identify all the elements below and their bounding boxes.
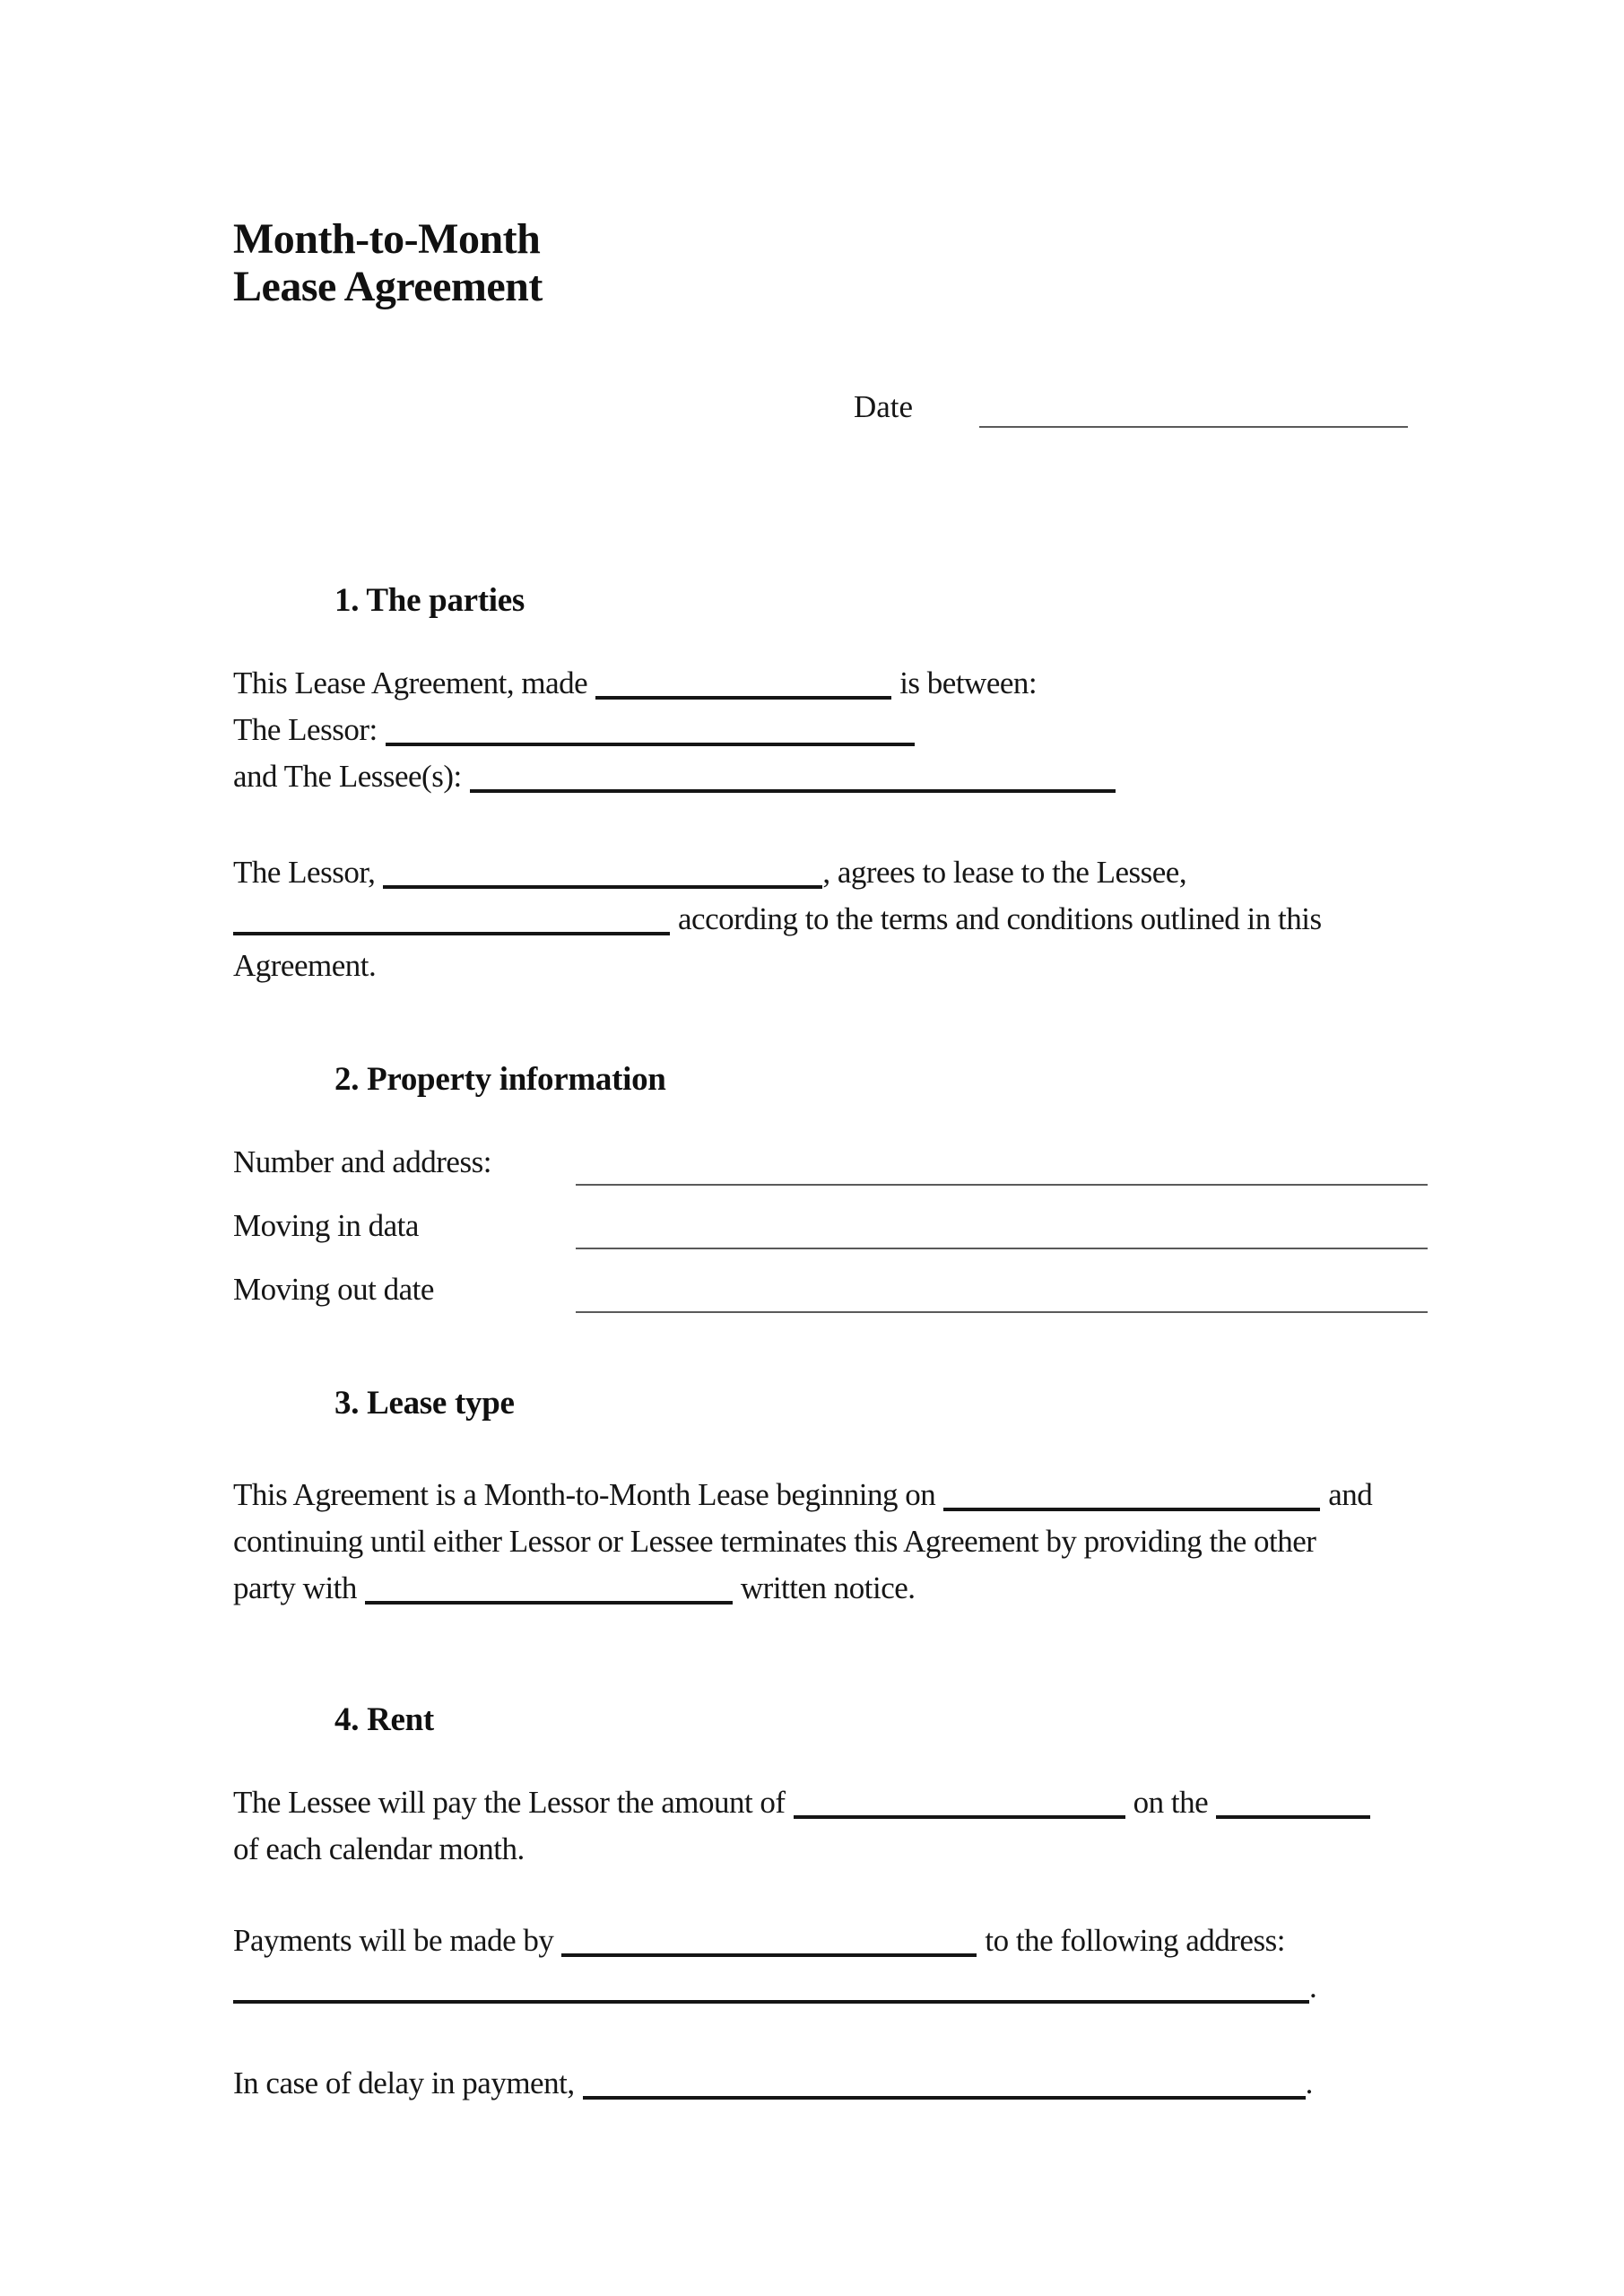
field-row-moving-in [233, 1203, 1430, 1249]
lessee-name-blank-2 [233, 932, 670, 935]
lessor-name-blank-2 [383, 885, 822, 889]
title-line-1: Month-to-Month [233, 215, 541, 263]
payment-address-blank [233, 2000, 1309, 2004]
date-label: Date [854, 389, 914, 424]
parties-paragraph-1 [233, 660, 1430, 800]
text-segment: In case of delay in payment, [233, 2066, 575, 2100]
text-segment: The Lessor: [233, 712, 378, 747]
rent-paragraph-1 [233, 1779, 1430, 1873]
text-line-continuing [233, 1518, 1430, 1565]
date-row [854, 387, 1430, 428]
text-segment: , agrees to lease to the Lessee, [822, 855, 1187, 890]
payment-method-blank [561, 1953, 977, 1957]
field-row-moving-out [233, 1266, 1430, 1313]
text-line-party-with [233, 1565, 1430, 1612]
lessor-name-blank [386, 743, 915, 746]
agreement-made-date-blank [595, 696, 891, 700]
text-line-delay-payment [233, 2060, 1430, 2107]
delay-penalty-blank [583, 2096, 1306, 2100]
text-segment: to the following address: [985, 1923, 1285, 1958]
text-line-payment-method [233, 1918, 1430, 1964]
text-segment: This Lease Agreement, made [233, 665, 588, 700]
moving-out-field-label: Moving out date [233, 1272, 434, 1307]
text-segment: written notice. [740, 1570, 916, 1605]
text-segment: . [1305, 2066, 1313, 2100]
text-segment: and [1328, 1477, 1373, 1512]
property-fields [233, 1139, 1430, 1313]
text-line-calendar-month [233, 1826, 1430, 1873]
document-title [233, 215, 1430, 310]
parties-paragraph-2 [233, 849, 1430, 989]
title-line-2: Lease Agreement [233, 263, 543, 310]
text-segment: . [1309, 1970, 1317, 2005]
rent-paragraph-2 [233, 1918, 1430, 2011]
section-heading-property: 2. Property information [334, 1061, 666, 1098]
moving-out-blank-line [576, 1272, 1428, 1313]
text-segment: according to the terms and conditions outlined in this [678, 901, 1322, 936]
text-segment: The Lessor, [233, 855, 376, 890]
rent-paragraph-3 [233, 2060, 1430, 2107]
text-line-lessee-according [233, 896, 1430, 943]
lease-start-date-blank [943, 1508, 1320, 1511]
text-line-agreement-made [233, 660, 1430, 707]
text-line-lessee-names [233, 753, 1430, 800]
moving-in-field-label: Moving in data [233, 1208, 419, 1243]
rent-amount-blank [794, 1815, 1125, 1819]
rent-due-day-blank [1216, 1815, 1370, 1819]
text-line-agreement-end [233, 943, 1430, 989]
text-segment: The Lessee will pay the Lessor the amount of [233, 1785, 786, 1820]
document-content [233, 215, 1430, 2107]
text-segment: of each calendar month. [233, 1831, 525, 1866]
text-segment: is between: [899, 665, 1038, 700]
text-segment: Agreement. [233, 948, 377, 983]
notice-period-blank [365, 1601, 733, 1605]
section-heading-lease-type: 3. Lease type [334, 1385, 515, 1422]
address-blank-line [576, 1144, 1428, 1186]
text-line-rent-amount [233, 1779, 1430, 1826]
text-segment: party with [233, 1570, 357, 1605]
text-segment: on the [1133, 1785, 1209, 1820]
text-line-payment-address [233, 1964, 1430, 2011]
lease-type-paragraph [233, 1472, 1430, 1612]
text-line-beginning-on [233, 1472, 1430, 1518]
text-segment: Payments will be made by [233, 1923, 554, 1958]
section-heading-parties: 1. The parties [334, 582, 525, 619]
address-field-label: Number and address: [233, 1144, 491, 1179]
section-heading-rent: 4. Rent [334, 1701, 434, 1738]
text-segment: This Agreement is a Month-to-Month Lease beginning on [233, 1477, 936, 1512]
text-segment: continuing until either Lessor or Lessee terminates this Agreement by providing the other [233, 1524, 1316, 1559]
moving-in-blank-line [576, 1208, 1428, 1249]
text-line-lessor-agrees [233, 849, 1430, 896]
text-segment: and The Lessee(s): [233, 759, 462, 794]
field-row-address [233, 1139, 1430, 1186]
lessee-names-blank [470, 789, 1116, 793]
text-line-lessor-name [233, 707, 1430, 753]
date-blank-line [979, 390, 1408, 428]
